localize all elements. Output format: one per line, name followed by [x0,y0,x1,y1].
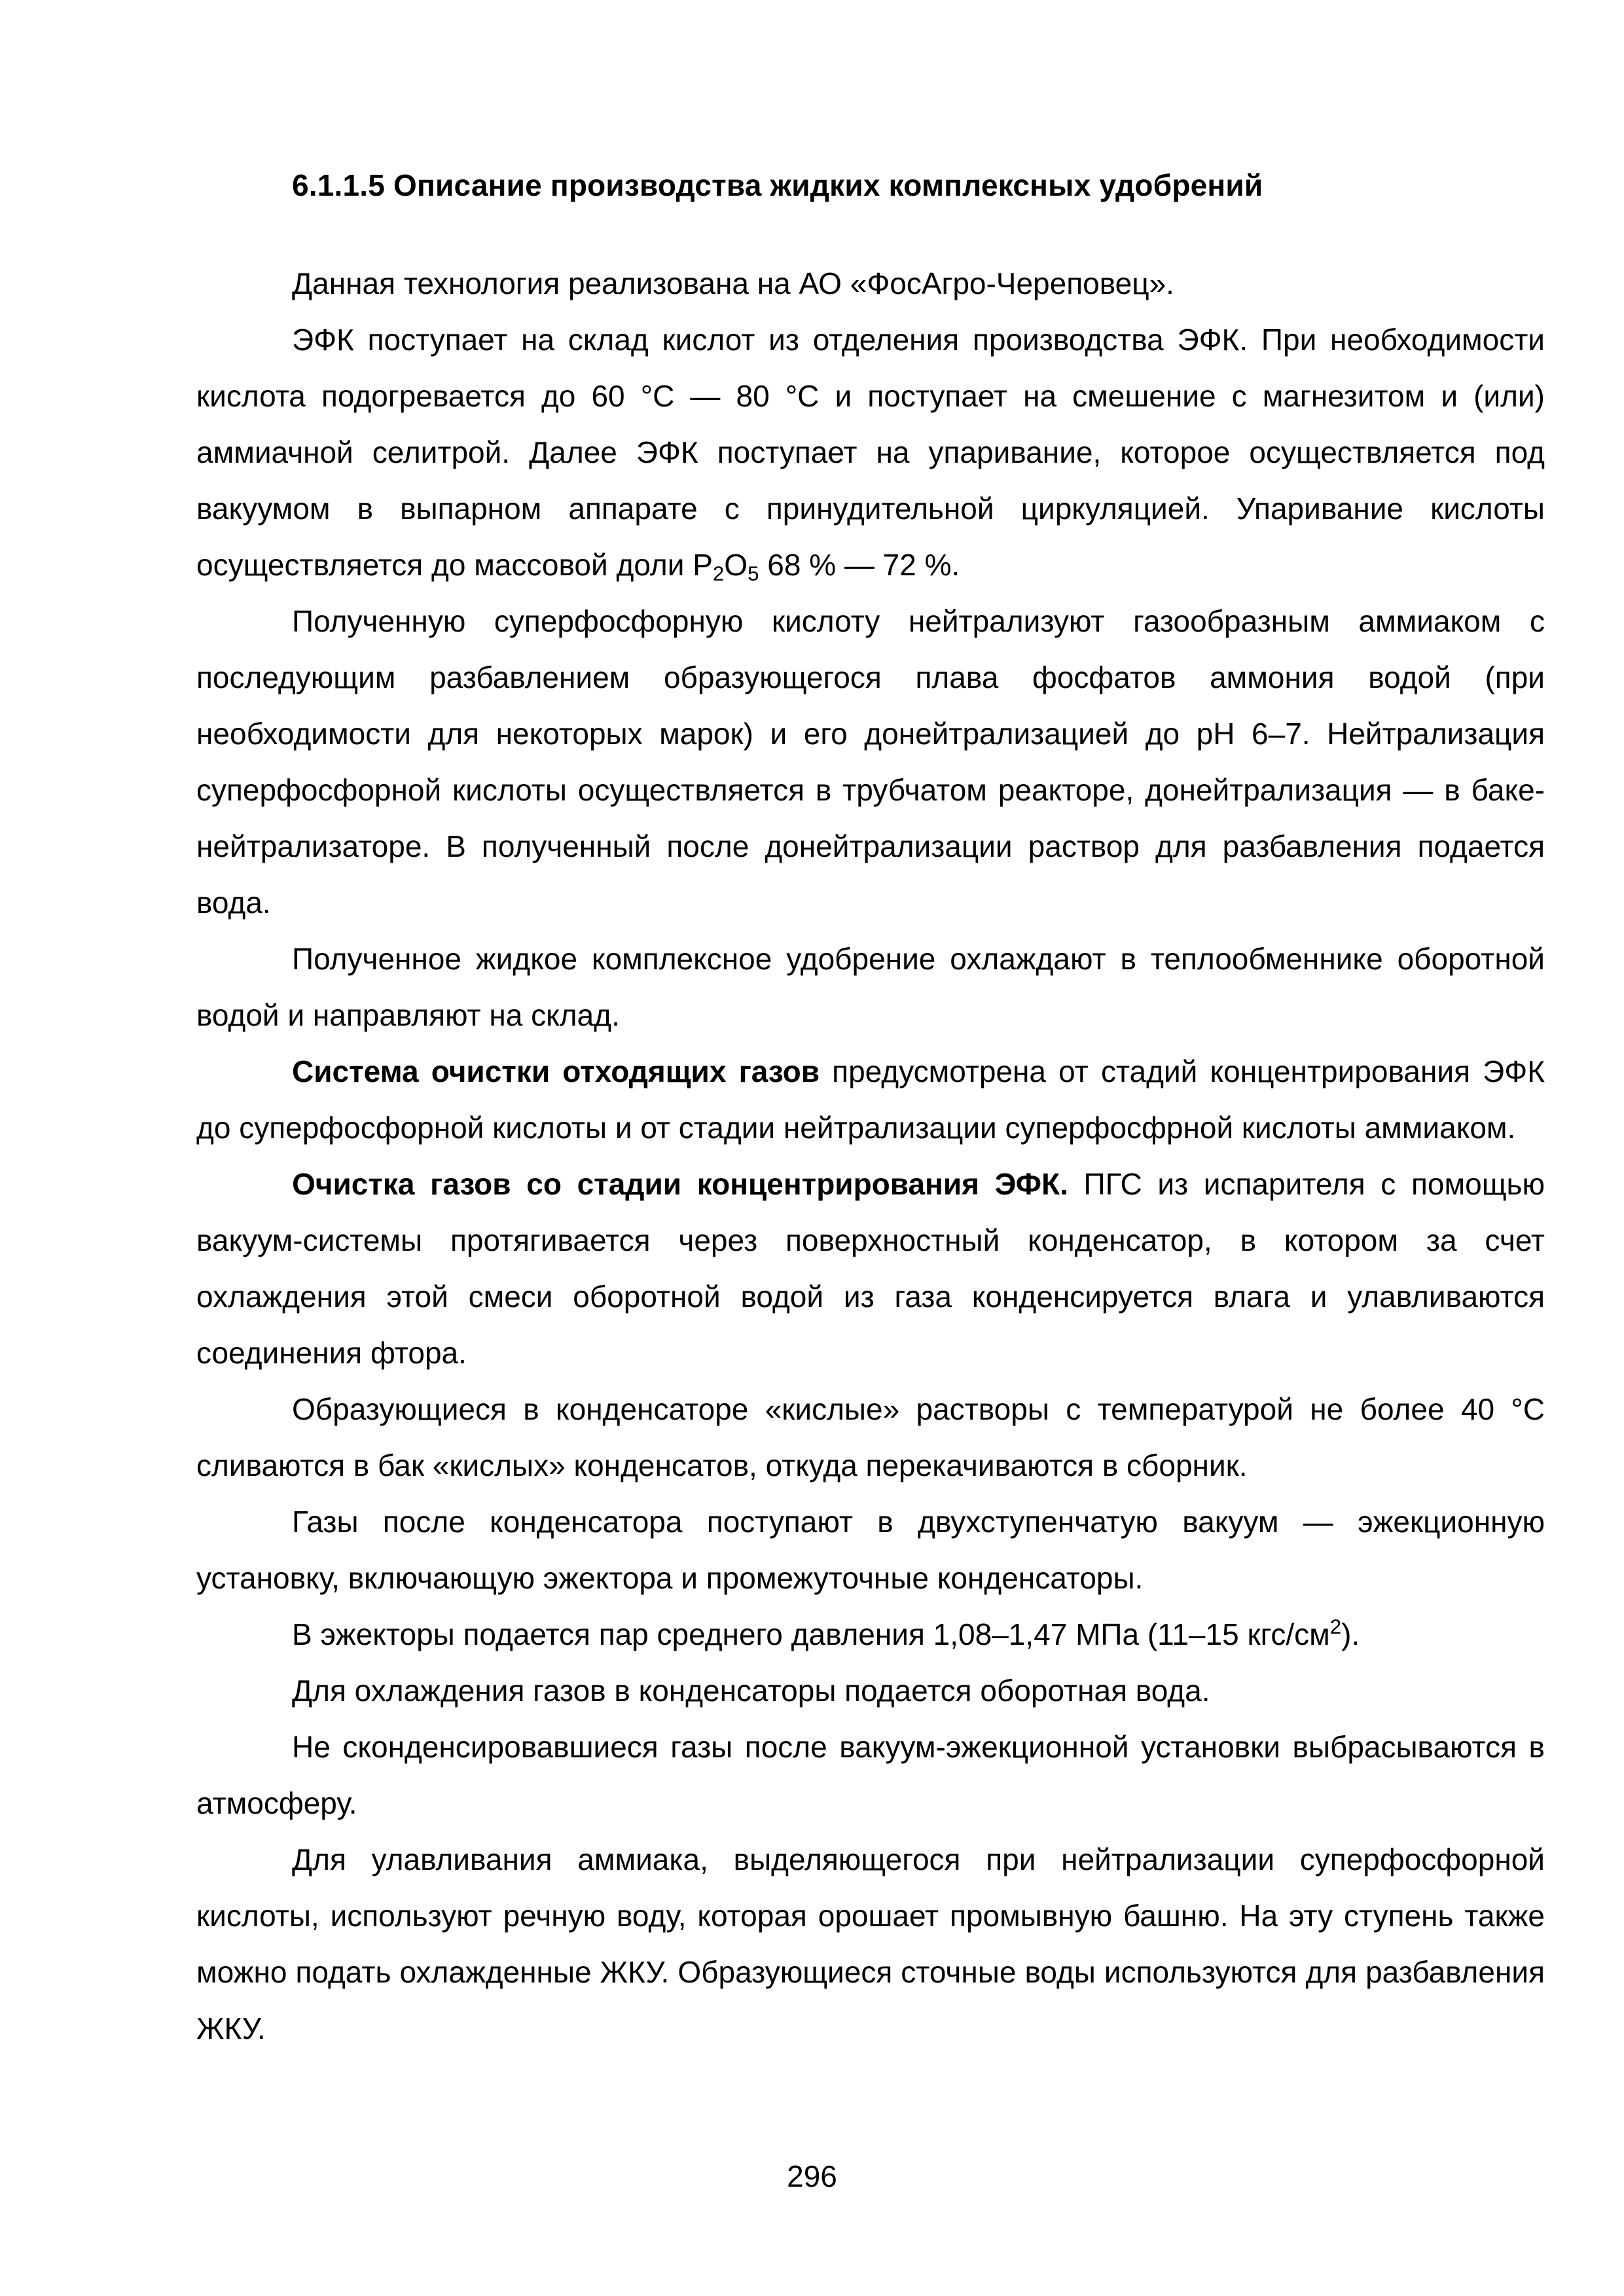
bold-term: Очистка газов со стадии концентрирования ЭФК. [292,1167,1068,1201]
paragraph-text: Для охлаждения газов в конденсаторы подается оборотная вода. [292,1674,1210,1708]
page-number: 296 [787,2159,837,2193]
paragraph-text: Газы после конденсатора поступают в двухступенчатую вакуум — эжекционную установку, включающую эжектора и промежуточные конденсаторы. [196,1505,1545,1595]
heading-spacer [196,213,1545,255]
paragraph-ammonia-capture [196,1831,1545,2056]
superscript: 2 [1329,1615,1342,1638]
paragraph-text: Не сконденсировавшиеся газы после вакуум-эжекционной установки выбрасываются в атмосферу. [196,1730,1545,1820]
paragraph-gas-cleaning-system [196,1043,1545,1156]
paragraph-acidic-solutions [196,1381,1545,1494]
formula-letter: O [724,548,748,582]
paragraph-text: Для улавливания аммиака, выделяющегося при нейтрализации суперфосфорной кислоты, используют речную воду, которая орошает промывную башню. На эту ступень также можно подать охлажденные ЖКУ. Образующиеся сточные воды используются для разбавления ЖКУ. [196,1842,1545,2045]
paragraph-text: ЭФК поступает на склад кислот из отделения производства ЭФК. При необходимости кислота подогревается до 60 °С — 80 °С и поступает на смешение с магнезитом и (или) аммиачной селитрой. Далее ЭФК поступает на упаривание, которое осуществляется под вакуумом в выпарном аппарате с принудительной циркуляцией. Упаривание кислоты осуществляется до массовой доли P [196,323,1545,582]
page-content [196,157,1545,2056]
paragraph-technology [196,255,1545,312]
paragraph-text: Данная технология реализована на АО «ФосАгро-Череповец». [292,266,1174,300]
paragraph-text: ПГС из испарителя с помощью вакуум-системы протягивается через поверхностный конденсатор, в котором за счет охлаждения этой смеси оборотной водой из газа конденсируется влага и улавливаются соединения фтора. [196,1167,1545,1370]
paragraph-text: ). [1341,1617,1360,1651]
paragraph-text: В эжекторы подается пар среднего давления 1,08–1,47 МПа (11–15 кгс/см [292,1617,1330,1651]
paragraph-text: Полученную суперфосфорную кислоту нейтрализуют газообразным аммиаком с последующим разбавлением образующегося плава фосфатов аммония водой (при необходимости для некоторых марок) и его донейтрализацией до pH 6–7. Нейтрализация суперфосфорной кислоты осуществляется в трубчатом реакторе, донейтрализация — в баке-нейтрализаторе. В полученный после донейтрализации раствор для разбавления подается вода. [196,604,1545,920]
bold-term: Система очистки отходящих газов [292,1054,820,1088]
subscript: 5 [748,562,759,585]
paragraph-cooling [196,931,1545,1043]
paragraph-steam-pressure [196,1606,1545,1662]
subscript: 2 [712,562,725,585]
paragraph-text: предусмотрена от стадий концентрирования ЭФК до суперфосфорной кислоты и от стадии нейтрализации суперфосфрной кислоты аммиаком. [196,1054,1545,1145]
paragraph-cooling-water [196,1662,1545,1719]
paragraph-concentration-gas-cleaning [196,1156,1545,1381]
section-heading: 6.1.1.5 Описание производства жидких комплексных удобрений [292,168,1263,202]
paragraph-text: Образующиеся в конденсаторе «кислые» растворы с температурой не более 40 °С сливаются в бак «кислых» конденсатов, откуда перекачиваются в сборник. [196,1392,1545,1482]
paragraph-text: 68 % — 72 %. [759,548,960,582]
paragraph-vacuum-ejection [196,1494,1545,1606]
paragraph-text: Полученное жидкое комплексное удобрение охлаждают в теплообменнике оборотной водой и направляют на склад. [196,942,1545,1032]
paragraph-emission [196,1719,1545,1831]
paragraph-neutralization [196,593,1545,931]
paragraph-efk-evaporation [196,312,1545,593]
